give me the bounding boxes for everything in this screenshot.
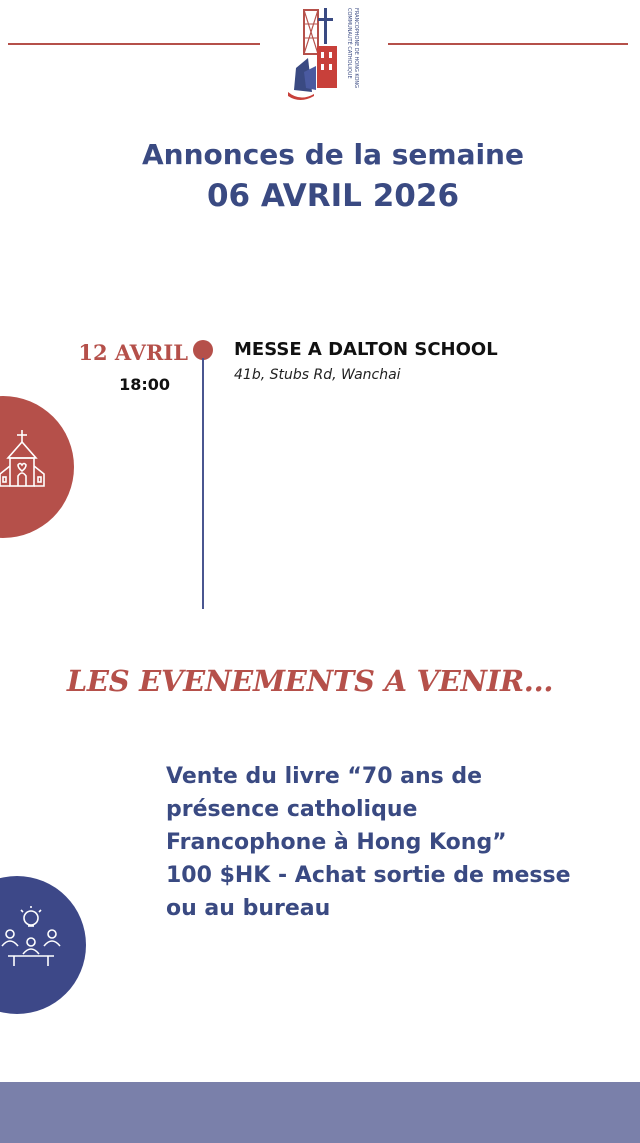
upcoming-icon-circle: [0, 876, 86, 1014]
upcoming-events-heading: LES EVENEMENTS A VENIR...: [66, 664, 554, 698]
header-divider-left: [8, 43, 260, 45]
timeline-line: [202, 358, 204, 609]
event-address: 41b, Stubs Rd, Wanchai: [234, 367, 401, 383]
event-date: 12 AVRIL: [78, 340, 188, 365]
page-date: 06 AVRIL 2026: [206, 178, 460, 214]
book-sale-announcement: Vente du livre “70 ans de présence catholique Francophone à Hong Kong” 100 $HK - Achat sortie de messe ou au bureau: [166, 764, 571, 921]
logo-text-line1: COMMUNAUTÉ CATHOLIQUE: [346, 8, 352, 79]
timeline-dot: [193, 340, 213, 360]
event-icon-circle: [0, 396, 74, 538]
page-title: Annonces de la semaine: [142, 138, 524, 171]
community-logo: [286, 6, 366, 102]
header-divider-right: [388, 43, 628, 45]
logo-text-line2: FRANCOPHONE DE HONG KONG: [353, 8, 359, 88]
footer-bar: [0, 1082, 640, 1143]
church-icon: [0, 430, 58, 494]
event-time: 18:00: [119, 375, 170, 394]
community-idea-icon: [0, 906, 62, 968]
event-title: MESSE A DALTON SCHOOL: [234, 339, 498, 360]
